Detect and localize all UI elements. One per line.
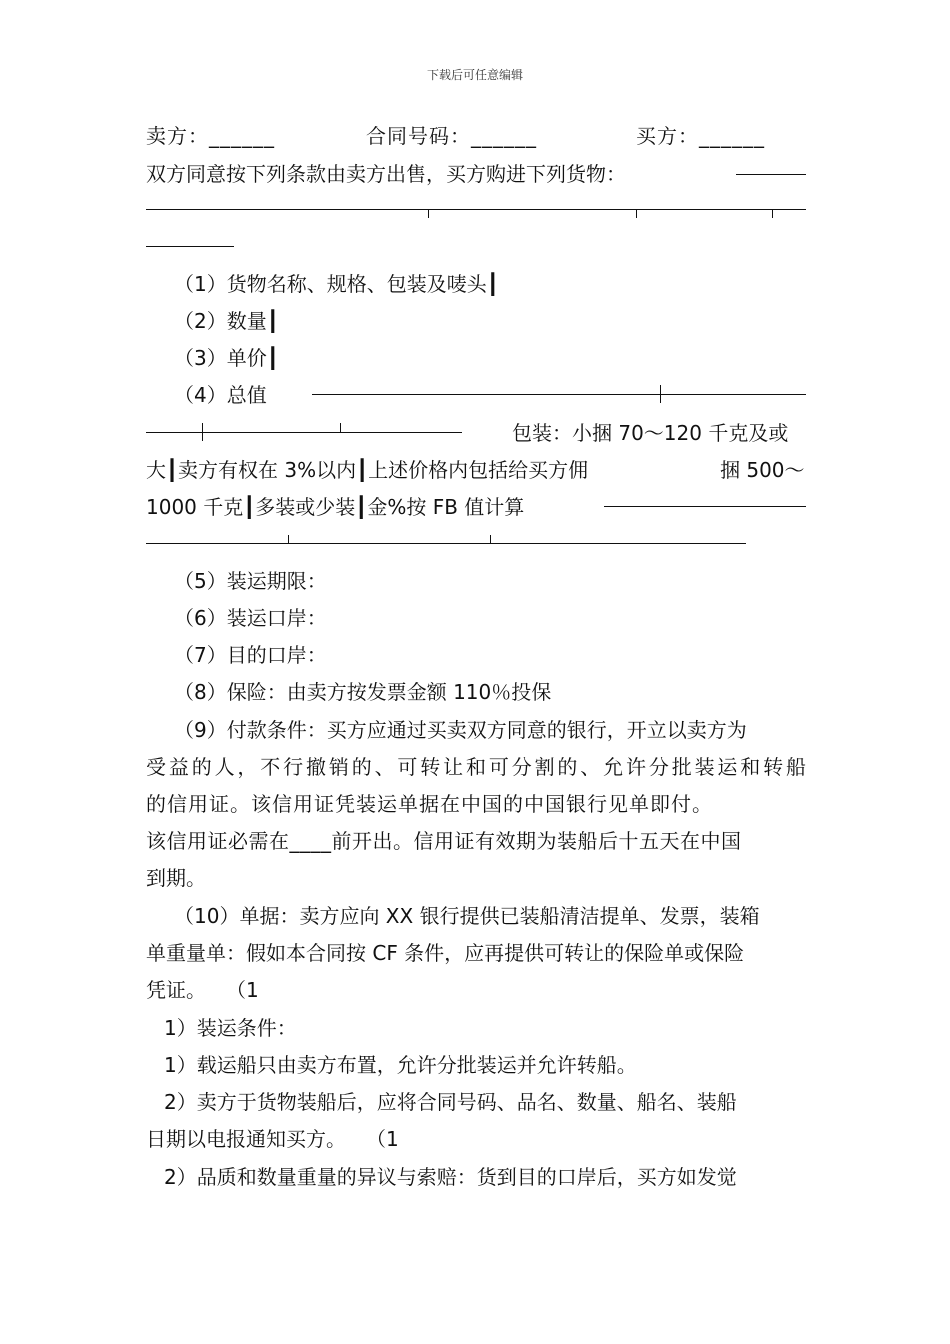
table-rule bbox=[146, 246, 234, 247]
header-note: 下载后可任意编辑 bbox=[426, 68, 523, 82]
packing-line-2-right: 捆 500～ bbox=[720, 458, 805, 482]
item-goods: （1）货物名称、规格、包装及唛头┃ bbox=[174, 272, 499, 296]
item-quantity: （2）数量┃ bbox=[174, 309, 279, 333]
clause-claims: 2）品质和数量重量的异议与索赔：货到目的口岸后，买方如发觉 bbox=[164, 1165, 737, 1189]
clause-documents-line: 单重量单：假如本合同按 CF 条件，应再提供可转让的保险单或保险 bbox=[146, 941, 745, 965]
clause-loading-port: （6）装运口岸： bbox=[174, 606, 327, 630]
clause-payment-line: 该信用证必需在____前开出。信用证有效期为装船后十五天在中国 bbox=[146, 829, 742, 853]
clause-payment-line: 的信用证。该信用证凭装运单据在中国的中国银行见单即付。 bbox=[146, 792, 713, 816]
clause-shipping-item: 2）卖方于货物装船后，应将合同号码、品名、数量、船名、装船 bbox=[164, 1090, 737, 1114]
packing-line-3: 1000 千克┃多装或少装┃金%按 FB 值计算 bbox=[146, 495, 525, 519]
buyer-field: 买方：______ bbox=[636, 124, 765, 148]
table-rule bbox=[604, 506, 806, 507]
table-divider bbox=[428, 209, 429, 218]
clause-payment-line: 到期。 bbox=[146, 866, 206, 890]
table-divider bbox=[490, 535, 491, 544]
clause-shipment-time: （5）装运期限： bbox=[174, 569, 327, 593]
packing-line-2: 大┃卖方有权在 3%以内┃上述价格内包括给买方佣 bbox=[146, 458, 589, 482]
item-unit-price: （3）单价┃ bbox=[174, 346, 279, 370]
clause-documents-line: （10）单据：卖方应向 XX 银行提供已装船清洁提单、发票，装箱 bbox=[174, 904, 760, 928]
clause-payment-line: （9）付款条件：买方应通过买卖双方同意的银行，开立以卖方为 bbox=[174, 718, 747, 742]
table-rule bbox=[312, 394, 806, 395]
item-total: （4）总值 bbox=[174, 383, 267, 407]
table-rule bbox=[146, 432, 462, 433]
clause-shipping-item: 1）载运船只由卖方布置，允许分批装运并允许转船。 bbox=[164, 1053, 637, 1077]
table-divider bbox=[772, 209, 773, 218]
table-rule bbox=[146, 209, 806, 210]
table-rule bbox=[146, 543, 746, 544]
packing-line-1: 包装：小捆 70～120 千克及或 bbox=[512, 421, 789, 445]
seller-field: 卖方：______ bbox=[146, 124, 275, 148]
table-rule bbox=[736, 174, 806, 175]
intro-text: 双方同意按下列条款由卖方出售，买方购进下列货物： bbox=[146, 162, 626, 186]
clause-documents-line: 凭证。 （1 bbox=[146, 978, 259, 1002]
table-divider bbox=[202, 423, 203, 441]
clause-insurance: （8）保险：由卖方按发票金额 110％投保 bbox=[174, 680, 552, 704]
table-divider bbox=[660, 385, 661, 403]
table-divider bbox=[288, 535, 289, 544]
table-divider bbox=[636, 209, 637, 218]
clause-shipping-item: 日期以电报通知买方。 （1 bbox=[146, 1127, 399, 1151]
clause-shipping-terms: 1）装运条件： bbox=[164, 1016, 297, 1040]
clause-destination-port: （7）目的口岸： bbox=[174, 643, 327, 667]
table-divider bbox=[340, 423, 341, 432]
contract-number-field: 合同号码：______ bbox=[366, 124, 537, 148]
clause-payment-line: 受益的人，不行撤销的、可转让和可分割的、允许分批装运和转船 bbox=[146, 755, 806, 779]
